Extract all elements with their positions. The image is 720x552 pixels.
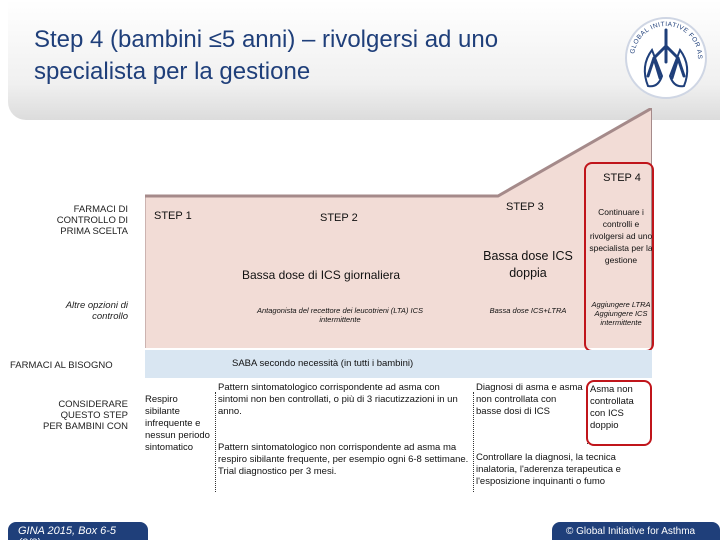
- label-first-choice: FARMACI DI CONTROLLO DI PRIMA SCELTA: [56, 204, 128, 237]
- logo-text: GLOBAL INITIATIVE FOR AS: [629, 20, 704, 60]
- step-2-other-options: Antagonista del recettore dei leucotrieni (LTA) ICS intermittente: [256, 306, 424, 324]
- label-other-options: Altre opzioni di controllo: [65, 300, 128, 322]
- step-3-other-options: Bassa dose ICS+LTRA: [489, 306, 567, 315]
- step-3-label: STEP 3: [506, 201, 544, 213]
- separator-step1: [215, 392, 217, 492]
- consider-step-1: Respiro sibilante infrequente e nessun periodo sintomatico: [145, 394, 210, 453]
- consider-step-3-4: Controllare la diagnosi, la tecnica inalatoria, l'aderenza terapeutica e l'esposizione inquinanti o fumo: [476, 452, 621, 487]
- consider-step-4: Asma non controllata con ICS doppio: [590, 384, 634, 431]
- gina-logo: [618, 6, 714, 110]
- step-1-label: STEP 1: [154, 210, 192, 222]
- step-4-first-choice: Continuare i controlli e rivolgersi ad uno specialista per la gestione: [589, 207, 653, 265]
- consider-step-2a: Pattern sintomatologico corrispondente ad asma con sintomi non ben controllati, o più di 3 riacutizzazioni in un anno.: [218, 382, 458, 417]
- label-as-needed: FARMACI AL BISOGNO: [10, 360, 113, 371]
- footer-source: [8, 522, 148, 549]
- separator-step3: [473, 392, 475, 492]
- step-3-first-choice: Bassa dose ICS doppia: [483, 249, 573, 280]
- step-4-highlight-box: [584, 162, 654, 352]
- step-2-label: STEP 2: [320, 212, 358, 224]
- consider-step-3: Diagnosi di asma e asma non controllata con basse dosi di ICS: [476, 382, 583, 417]
- saba-text: SABA secondo necessità (in tutti i bambini): [232, 358, 414, 369]
- footer-copyright: [552, 522, 720, 540]
- step-4-other-options: Aggiungere LTRA Aggiungere ICS intermittente: [591, 300, 651, 327]
- footer-copyright-text: © Global Initiative for Asthma: [566, 526, 696, 537]
- footer-source-text: GINA 2015, Box 6-5 (3/8): [18, 525, 117, 549]
- label-consider: CONSIDERARE QUESTO STEP PER BAMBINI CON: [43, 399, 128, 432]
- page-title: Step 4 (bambini ≤5 anni) – rivolgersi ad uno specialista per la gestione: [34, 26, 499, 85]
- consider-step-2b: Pattern sintomatologico non corrispondente ad asma ma respiro sibilante frequente, per esempio ogni 6-8 settimane. Trial diagnostico per 3 mesi.: [218, 442, 469, 477]
- step-4-label: STEP 4: [603, 172, 641, 184]
- consider-step-4-highlight-box: [586, 380, 652, 446]
- step-2-first-choice: Bassa dose di ICS giornaliera: [242, 268, 401, 282]
